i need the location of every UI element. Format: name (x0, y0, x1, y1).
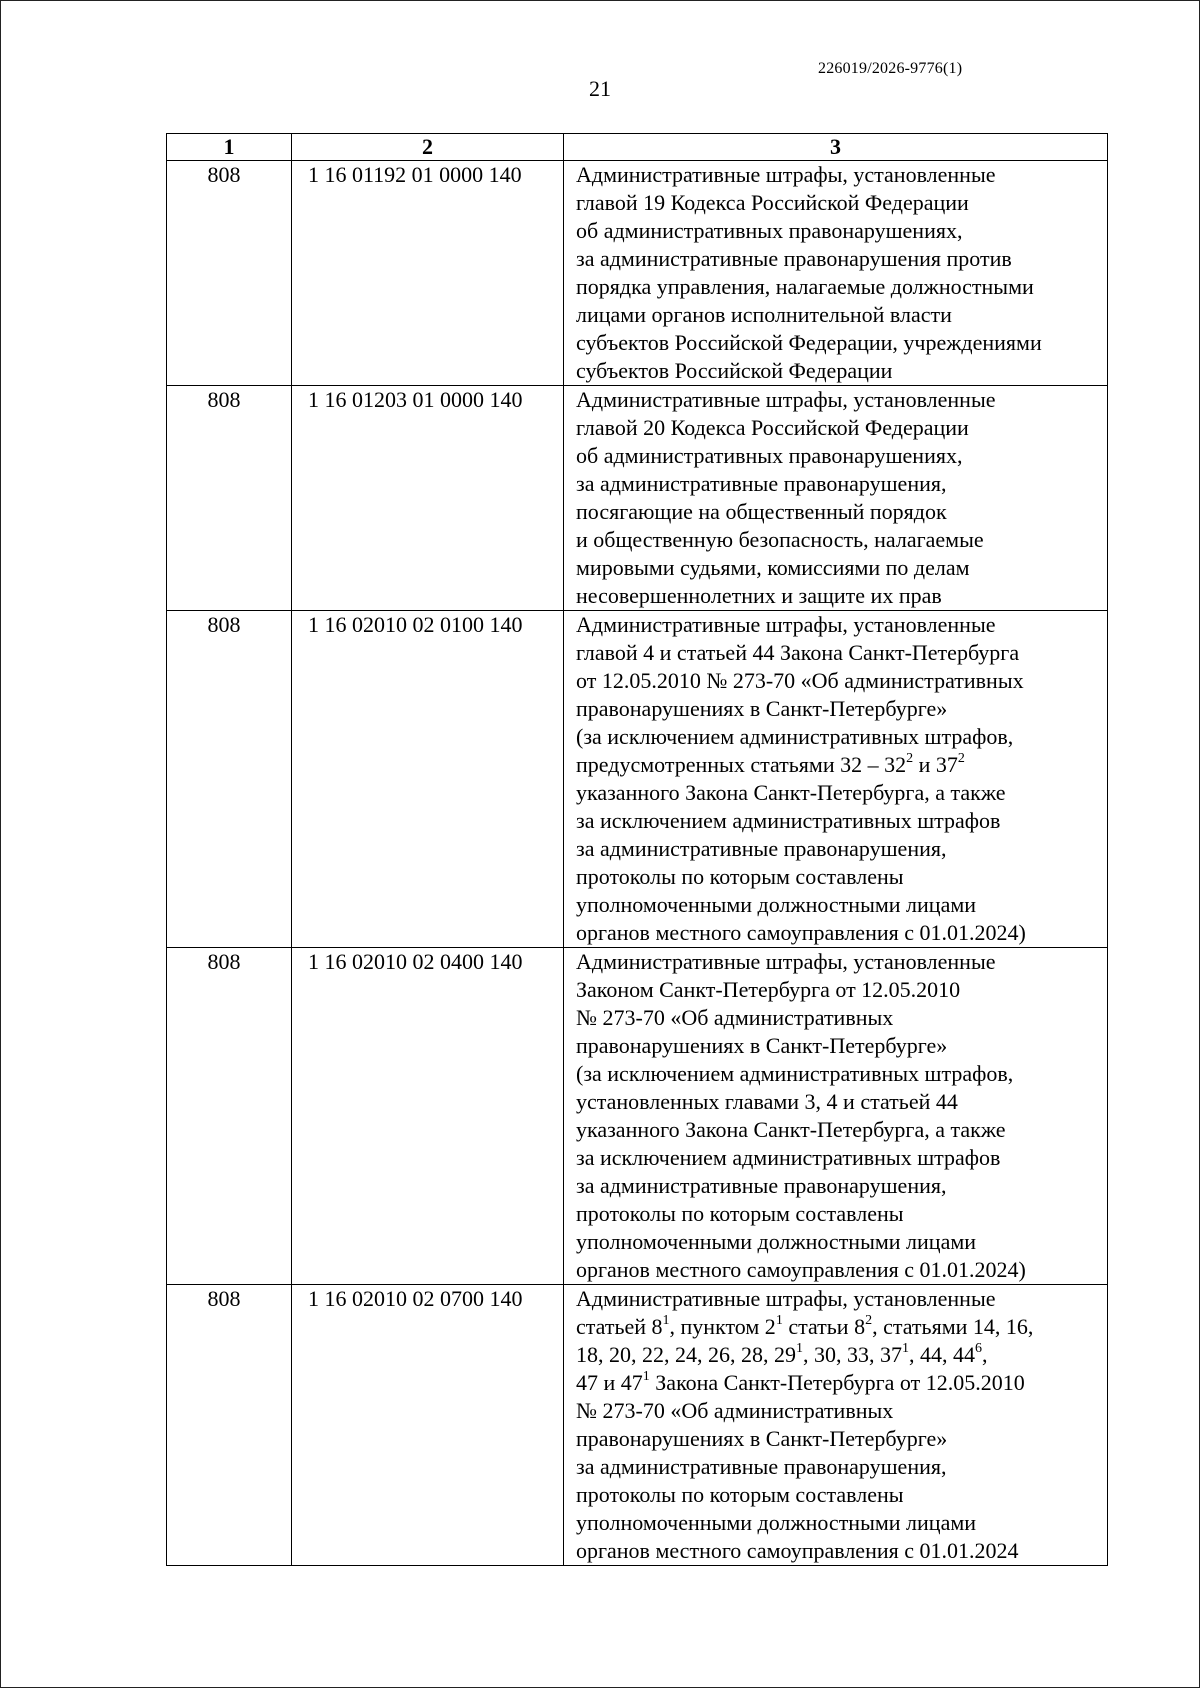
description-line: № 273-70 «Об административных (576, 1398, 894, 1423)
description-line: Административные штрафы, установленные (576, 612, 996, 637)
description-cell (564, 948, 1108, 1285)
description-cell (564, 161, 1108, 386)
description-line: порядка управления, налагаемые должностными (576, 274, 1034, 299)
description-line: за административные правонарушения, (576, 1454, 947, 1479)
budget-classification-code-cell: 1 16 02010 02 0100 140 (292, 611, 564, 948)
description-line: протоколы по которым составлены (576, 1201, 904, 1226)
description-line: за административные правонарушения, (576, 836, 947, 861)
description-line: Законом Санкт-Петербурга от 12.05.2010 (576, 977, 961, 1002)
description-line: и общественную безопасность, налагаемые (576, 527, 984, 552)
description-line: органов местного самоуправления с 01.01.2024) (576, 1257, 1026, 1282)
admin-code-cell: 808 (167, 948, 292, 1285)
budget-classification-code-cell: 1 16 01192 01 0000 140 (292, 161, 564, 386)
column-header: 3 (564, 134, 1108, 161)
budget-classification-code-cell: 1 16 01203 01 0000 140 (292, 386, 564, 611)
description-line: Административные штрафы, установленные (576, 1286, 996, 1311)
description-line: от 12.05.2010 № 273-70 «Об административных (576, 668, 1024, 693)
description-line: органов местного самоуправления с 01.01.2024 (576, 1538, 1019, 1563)
description-line: правонарушениях в Санкт-Петербурге» (576, 696, 948, 721)
description-cell (564, 611, 1108, 948)
admin-code-cell: 808 (167, 1285, 292, 1566)
description-line: правонарушениях в Санкт-Петербурге» (576, 1033, 948, 1058)
description-line: главой 19 Кодекса Российской Федерации (576, 190, 969, 215)
description-line: за административные правонарушения против (576, 246, 1012, 271)
description-line: посягающие на общественный порядок (576, 499, 947, 524)
budget-classification-code-cell: 1 16 02010 02 0400 140 (292, 948, 564, 1285)
table-row (167, 1285, 1108, 1566)
description-line: уполномоченными должностными лицами (576, 1510, 977, 1535)
description-line: уполномоченными должностными лицами (576, 1229, 977, 1254)
description-line: Административные штрафы, установленные (576, 387, 996, 412)
table-row (167, 386, 1108, 611)
description-line: уполномоченными должностными лицами (576, 892, 977, 917)
description-line: предусмотренных статьями $32 - 32^2$ и $37^2$ (576, 750, 965, 777)
description-line: мировыми судьями, комиссиями по делам (576, 555, 970, 580)
description-line: указанного Закона Санкт-Петербурга, а также (576, 780, 1006, 805)
description-line: протоколы по которым составлены (576, 864, 904, 889)
description-line: субъектов Российской Федерации, учреждениями (576, 330, 1042, 355)
description-line: об административных правонарушениях, (576, 218, 963, 243)
table-row (167, 611, 1108, 948)
description-line: (за исключением административных штрафов, (576, 1061, 1014, 1086)
table-header-row (167, 134, 1108, 161)
description-line: за исключением административных штрафов (576, 1145, 1001, 1170)
description-line: протоколы по которым составлены (576, 1482, 904, 1507)
description-line: субъектов Российской Федерации (576, 358, 893, 383)
description-line: статьей $8^1$, пунктом $2^1$ статьи $8^2$, статьями 14, 16, (576, 1312, 1034, 1339)
budget-classification-code-cell: 1 16 02010 02 0700 140 (292, 1285, 564, 1566)
description-line: (за исключением административных штрафов, (576, 724, 1014, 749)
description-line: об административных правонарушениях, (576, 443, 963, 468)
description-line: установленных главами 3, 4 и статьей 44 (576, 1089, 958, 1114)
description-line: указанного Закона Санкт-Петербурга, а также (576, 1117, 1006, 1142)
admin-code-cell: 808 (167, 161, 292, 386)
admin-code-cell: 808 (167, 386, 292, 611)
description-line: 18, 20, 22, 24, 26, 28, $29^1$, 30, 33, $37^1$, 44, $44^6$, (576, 1340, 988, 1367)
description-line: Административные штрафы, установленные (576, 949, 996, 974)
revenue-codes-table (166, 133, 1108, 1566)
table-row (167, 161, 1108, 386)
description-line: органов местного самоуправления с 01.01.2024) (576, 920, 1026, 945)
page-number: 21 (589, 76, 611, 101)
description-cell (564, 1285, 1108, 1566)
description-line: главой 20 Кодекса Российской Федерации (576, 415, 969, 440)
description-line: 47 и $47^1$ Закона Санкт-Петербурга от 12.05.2010 (576, 1368, 1025, 1395)
description-line: за исключением административных штрафов (576, 808, 1001, 833)
description-line: правонарушениях в Санкт-Петербурге» (576, 1426, 948, 1451)
description-line: Административные штрафы, установленные (576, 162, 996, 187)
table-row (167, 948, 1108, 1285)
document-number: 226019/2026-9776(1) (818, 60, 963, 77)
column-header: 2 (292, 134, 564, 161)
description-line: лицами органов исполнительной власти (576, 302, 952, 327)
admin-code-cell: 808 (167, 611, 292, 948)
column-header: 1 (167, 134, 292, 161)
description-line: за административные правонарушения, (576, 471, 947, 496)
description-line: за административные правонарушения, (576, 1173, 947, 1198)
description-line: № 273-70 «Об административных (576, 1005, 894, 1030)
description-cell (564, 386, 1108, 611)
description-line: главой 4 и статьей 44 Закона Санкт-Петербурга (576, 640, 1020, 665)
description-line: несовершеннолетних и защите их прав (576, 583, 942, 608)
